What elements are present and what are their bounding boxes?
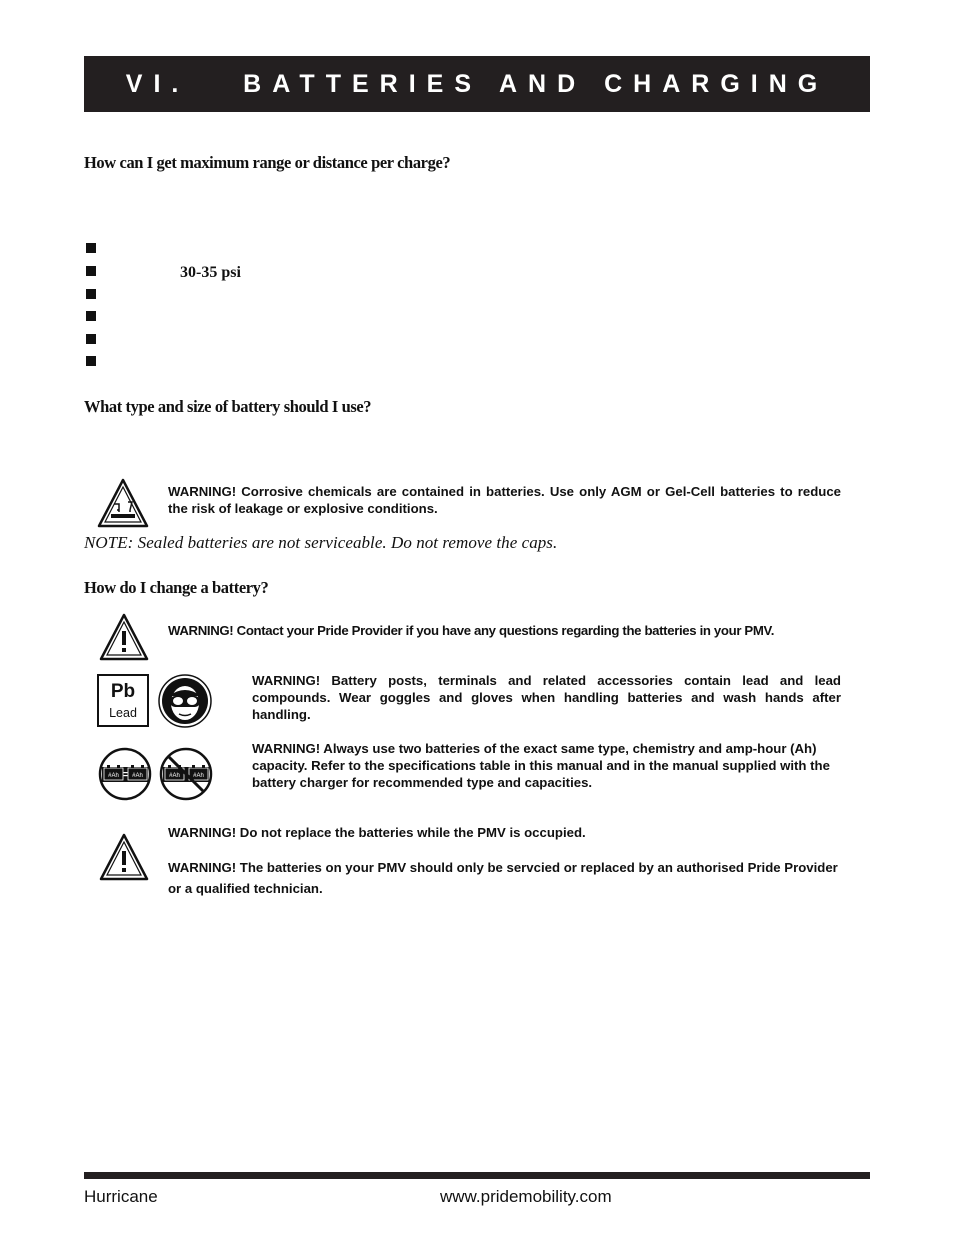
bullet-marker bbox=[86, 266, 96, 276]
bullet-marker bbox=[86, 311, 96, 321]
corrosive-warning-text: WARNING! Corrosive chemicals are contained in batteries. Use only AGM or Gel-Cell batteries to reduce the risk of leakage or explosive conditions. bbox=[168, 484, 841, 516]
lead-warning-text: WARNING! Battery posts, terminals and related accessories contain lead and lead compounds. Wear goggles and gloves when handling batteries and wash hands after handling. bbox=[252, 673, 841, 722]
exclamation-warning-icon bbox=[98, 612, 150, 662]
matching-batteries-icon bbox=[98, 747, 152, 801]
provider-warning-text: WARNING! Contact your Pride Provider if you have any questions regarding the batteries in your PMV. bbox=[168, 623, 775, 638]
footer-rule bbox=[84, 1172, 870, 1179]
bullet-marker bbox=[86, 356, 96, 366]
mismatched-batteries-prohibited-icon bbox=[159, 747, 213, 801]
section-title: VI. BATTERIES AND CHARGING bbox=[125, 69, 829, 98]
ah-label: #Ah bbox=[169, 773, 180, 779]
section-title-banner bbox=[84, 56, 870, 112]
pb-symbol: Pb bbox=[110, 681, 136, 702]
battery-type-question: What type and size of battery should I use? bbox=[84, 397, 372, 416]
authorised-service-warning-text: WARNING! The batteries on your PMV should only be servcied or replaced by an authorised Pride Provider or a qualified technician. bbox=[168, 860, 838, 896]
pb-label: Lead bbox=[109, 706, 137, 720]
corrosive-hazard-icon bbox=[96, 477, 150, 529]
tire-pressure-value: 30-35 psi bbox=[180, 264, 241, 281]
footer-product-name: Hurricane bbox=[84, 1187, 158, 1206]
sealed-battery-note: NOTE: Sealed batteries are not serviceable. Do not remove the caps. bbox=[84, 533, 558, 552]
ah-label: #Ah bbox=[108, 773, 119, 779]
wear-goggles-icon bbox=[158, 674, 212, 728]
occupied-warning-text: WARNING! Do not replace the batteries while the PMV is occupied. bbox=[168, 825, 586, 840]
exclamation-warning-icon bbox=[98, 832, 150, 882]
bullet-marker bbox=[86, 334, 96, 344]
bullet-marker bbox=[86, 243, 96, 253]
change-battery-question: How do I change a battery? bbox=[84, 578, 269, 597]
bullet-marker bbox=[86, 289, 96, 299]
ah-label: #Ah bbox=[132, 773, 143, 779]
matching-batteries-warning-text: WARNING! Always use two batteries of the exact same type, chemistry and amp-hour (Ah) capacity. Refer to the specifications table in this manual and in the manual supplied with the battery charger for recommended type and capacities. bbox=[252, 741, 830, 790]
lead-pb-icon bbox=[97, 674, 149, 727]
range-question: How can I get maximum range or distance per charge? bbox=[84, 153, 451, 172]
ah-label: #Ah bbox=[193, 773, 204, 779]
footer-website: www.pridemobility.com bbox=[440, 1187, 612, 1206]
